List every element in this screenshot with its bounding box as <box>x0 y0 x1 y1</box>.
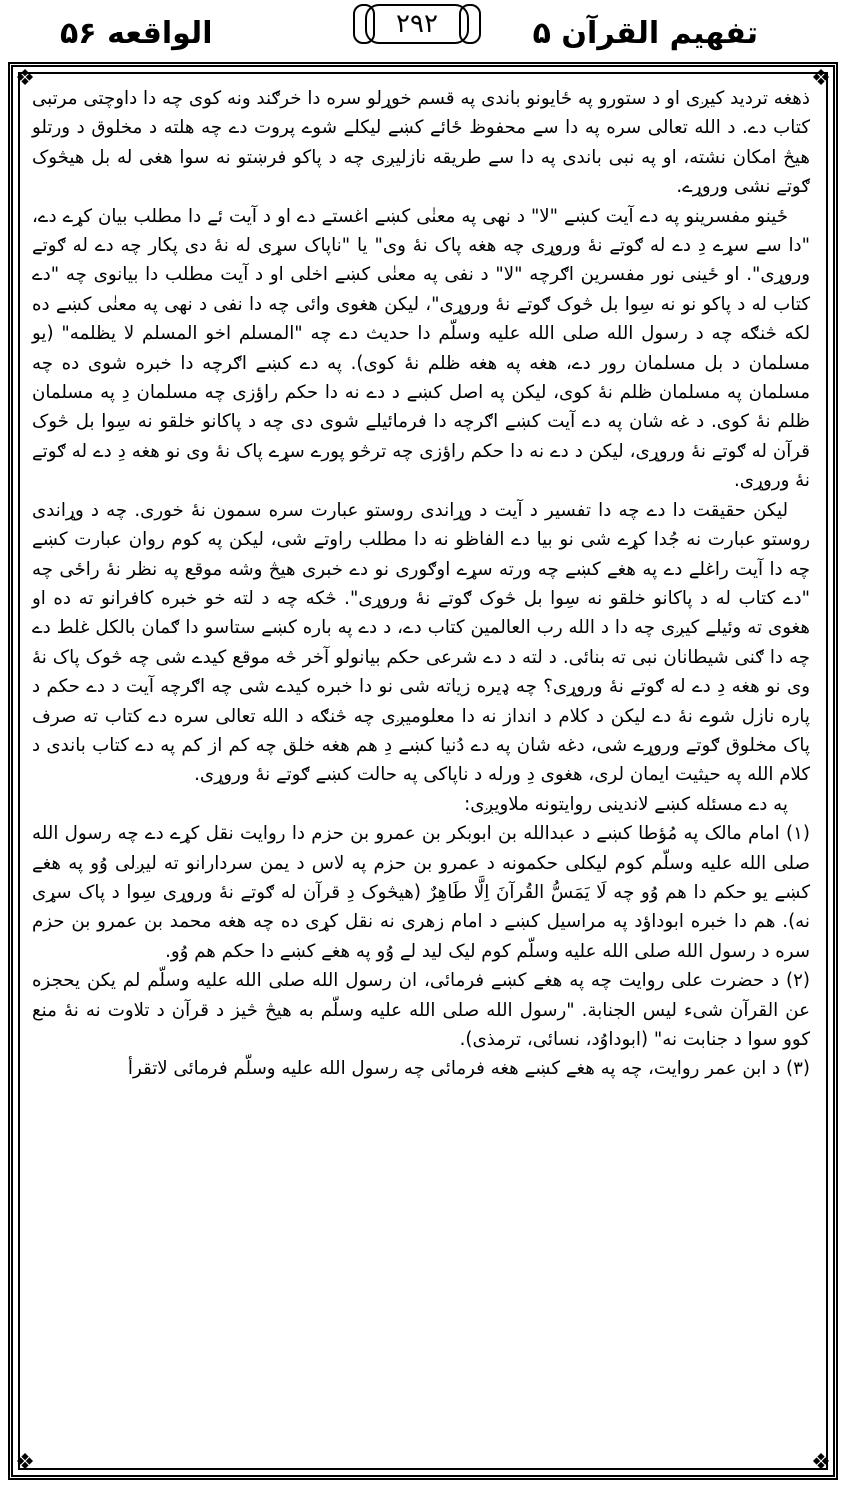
paragraph-1: ذهغه تردید کیږی او د ستورو په ځایونو باندی په قسم خوړلو سره دا خرګند ونه کوی چه دا داوچتی مرتبی کتاب دے. د الله تعالی سره په دا سے محفوظ ځائے کښے لیکلے شوے پروت دے چه هلته د مخلوق د ورتلو هیڅ امکان نشته، او په نبی باندی په دا سے طریقه نازلیږی چه د پاکو فرښتو نه سوا هغی له بل هیڅوک ګوتے نشی وروړے. <box>32 88 810 198</box>
corner-ornament-icon: ❖ <box>15 66 35 91</box>
corner-ornament-icon: ❖ <box>15 1450 35 1475</box>
page-number: ۲۹۲ <box>365 4 469 44</box>
paragraph-2: ځینو مفسرینو په دے آیت کښے "لا" د نهی په معنٰی کښے اغستے دے او د آیت ئے دا مطلب بیان کړے دے، "دا سے سړے دِ دے له ګوتے نهٔ وروړی چه هغه پاک نهٔ وی" یا "ناپاک سړی له نهٔ دی پکار چه دے له ګوتے وروړی". او ځینی نور مفسرین اګرچه "لا" د نفی په معنٰی کښے اخلی او د آیت مطلب دا بیانوی چه "دے کتاب له د پاکو نو نه سِوا بل څوک ګوتے نهٔ وروړی"، لیکن هغوی وائی چه دا نفی د نهی په معنٰی کښے ده لکه څنګه چه د رسول الله صلی الله علیه وسلّم دا حدیث دے چه "المسلم اخو المسلم لا یظلمه" (یو مسلمان د بل مسلمان رور دے، هغه په هغه ظلم نهٔ کوی). په دے کښے اګرچه دا خبره شوی ده چه مسلمان په مسلمان ظلم نهٔ کوی، لیکن په اصل کښے د دے نه دا حکم راؤزی چه مسلمان دِ په مسلمان ظلم نهٔ کوی. د غه شان په دے آیت کښے اګرچه دا فرمائیلے شوی دی چه د پاکانو خلقو نه سِوا بل څوک قرآن له ګوتے نهٔ وروړی، لیکن د دے نه دا حکم راؤزی چه ترڅو پورے سړے پاک نهٔ وی نو هغه دِ دے له ګوتے نهٔ وروړی. <box>32 205 810 492</box>
book-title: تفهیم القرآن ۵ <box>532 16 758 51</box>
hadith-3: (۳) د ابن عمر روایت، چه په هغے کښے هغه فرمائی چه رسول الله علیه وسلّم فرمائی لاتقرأ <box>127 1058 810 1080</box>
paragraph-3: لیکن حقیقت دا دے چه دا تفسیر د آیت د وړاندی روستو عبارت سره سمون نهٔ خوری. چه د وړاندی روستو عبارت نه جُدا کړے شی نو بیا دے الفاظو نه دا مطلب راوتے شی، لیکن په کوم روان عبارت کښے چه دا آیت راغلے دے په هغے کښے چه ورته سړے اوګوری نو دے خبری هیڅ وشه موقع په نظر نهٔ راځی چه "دے کتاب له د پاکانو خلقو نه سِوا بل څوک ګوتے نهٔ وروړی". څکه چه د لته خو خبره کافرانو ته ده او هغوی ته وئیلے کیږی چه دا د الله رب العالمین کتاب دے، د دے په باره کښے ستاسو دا ګمان بالکل غلط دے چه دا ګنی شیطانان نبی ته بنائی. د لته د دے شرعی حکم بیانولو آخر څه موقع کیدے شی چه څوک پاک نهٔ وی نو هغه دِ دے له ګوتے نهٔ وروړی؟ چه ډیره زیاته شی نو دا خبره کیدے شی چه اګرچه آیت د دے حکم د پاره نازل شوے نهٔ دے لیکن د کلام د انداز نه دا معلومیږی چه څنګه د الله تعالی سره دے کتاب ته صرف پاک مخلوق ګوتے وروړے شی، دغه شان په دے دُنیا کښے دِ هم هغه خلق چه کم از کم په دے کتاب باندی د کلام الله په حیثیت ایمان لری، هغوی دِ ورله د ناپاکی په حالت کښے ګوتے نهٔ وروړی. <box>32 499 810 786</box>
surah-title: الواقعه ۵۶ <box>60 16 213 51</box>
corner-ornament-icon: ❖ <box>811 1450 831 1475</box>
hadith-1: (۱) امام مالک په مُؤطا کښے د عبدالله بن ابوبکر بن عمرو بن حزم دا روایت نقل کړے دے چه رسول الله صلی الله علیه وسلّم کوم لیکلی حکمونه د عمرو بن حزم په لاس د یمن سردارانو ته لیږلی وُو په هغے کښے یو حکم دا هم وُو چه لَا یَمَسُّ القُرآنَ اِلَّا طَاهِرٌ (هیڅوک دِ قرآن له ګوتے نهٔ وروړی سِوا د پاک سړی نه). هم دا خبره ابوداؤد په مراسیل کښے د امام زهری نه نقل کړی ده چه هغه محمد بن عمرو بن حزم سره د رسول الله صلی الله علیه وسلّم کوم لیک لید لے وُو په هغے کښے دا حکم هم وُو. <box>32 823 810 962</box>
hadith-2: (۲) د حضرت علی روایت چه په هغے کښے فرمائی، ان رسول الله صلی الله علیه وسلّم لم یکن یحجزه عن القرآن شیء لیس الجنابة. "رسول الله صلی الله علیه وسلّم به هیڅ څیز د قرآن د تلاوت نه نهٔ منع کوو سوا د جنابت نه" (ابوداوُد، نسائی، ترمذی). <box>32 970 810 1050</box>
paragraph-4: په دے مسئله کښے لاندینی روایتونه ملاویږی: <box>464 793 788 815</box>
corner-ornament-icon: ❖ <box>811 66 831 91</box>
body-text <box>32 84 810 1465</box>
page-header <box>0 0 848 58</box>
